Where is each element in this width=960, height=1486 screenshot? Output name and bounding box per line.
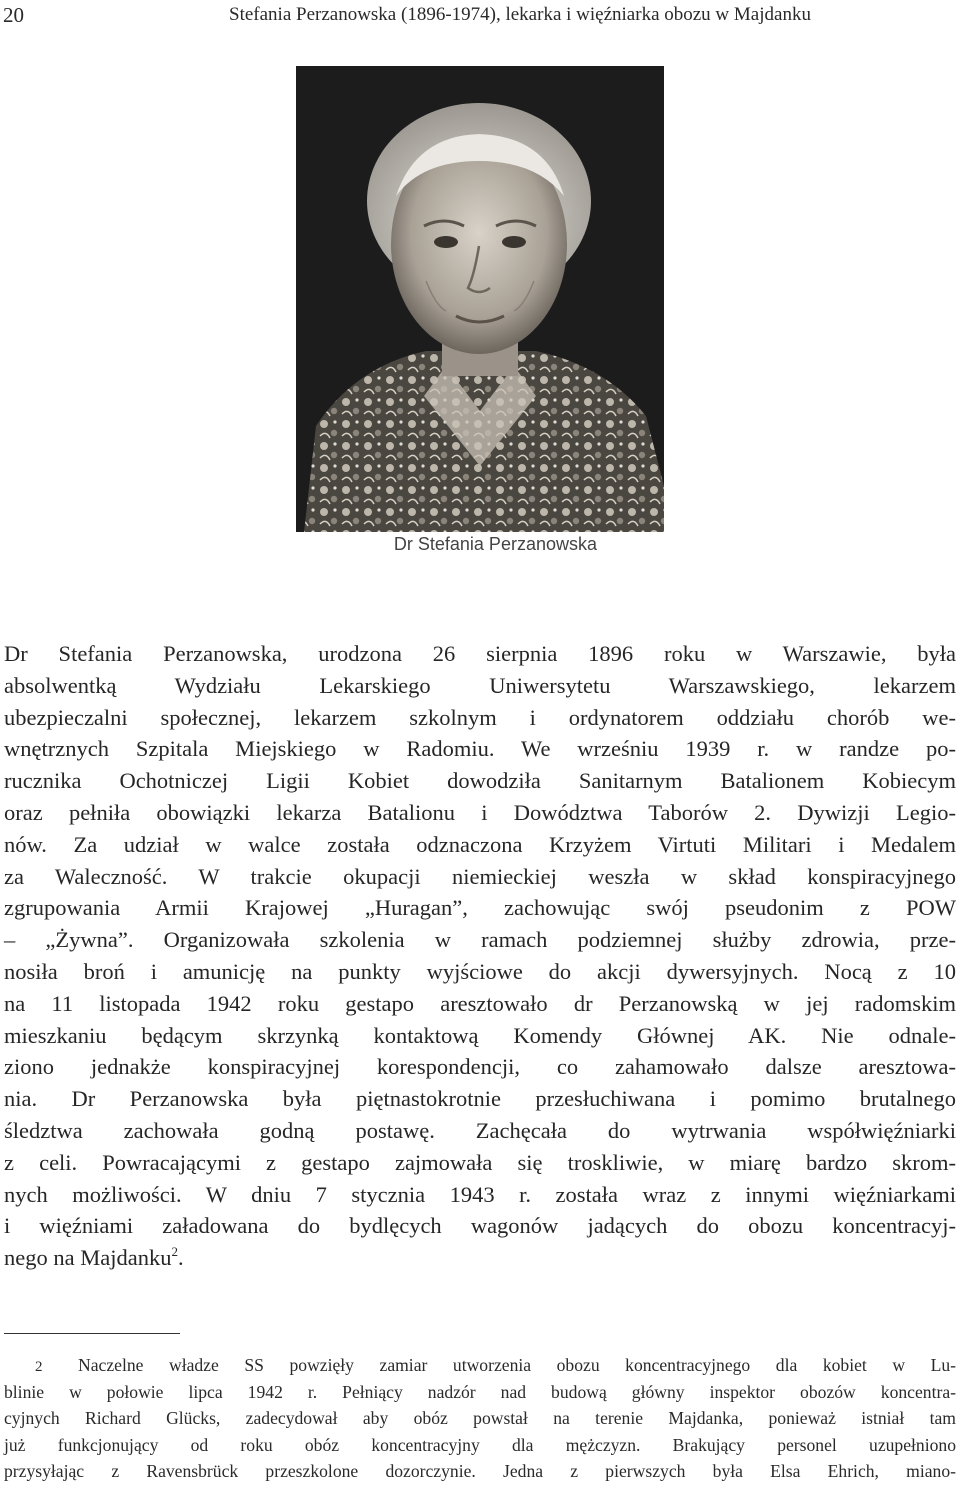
portrait-image [296, 66, 664, 532]
text-line: nosiła broń i amunicję na punkty wyjściowe do akcji dywersyjnych. Nocą z 10 [4, 958, 956, 984]
body-text [4, 638, 956, 1274]
text-line: śledztwa zachowała godną postawę. Zachęcała do wytrwania współwięźniarki [4, 1117, 956, 1143]
text-line: za Waleczność. W trakcie okupacji niemieckiej weszła w skład konspiracyjnego [4, 863, 956, 889]
footnote-divider [4, 1333, 180, 1334]
text-line: ziono jednakże konspiracyjnej korespondencji, co zahamowało dalsze aresztowa- [4, 1054, 956, 1080]
footnote-line: blinie w połowie lipca 1942 r. Pełniący nadzór nad budową główny inspektor obozów koncentra- [4, 1381, 956, 1402]
text-line: z celi. Powracającymi z gestapo zajmowała się troskliwie, w miarę bardzo skrom- [4, 1149, 956, 1175]
page-number: 20 [3, 3, 24, 27]
text-line: nych możliwości. W dniu 7 stycznia 1943 r. została wraz z innymi więźniarkami [4, 1181, 956, 1207]
text-line: i więźniami załadowana do bydlęcych wagonów jadących do obozu koncentracyj- [4, 1213, 956, 1239]
footnote-line [4, 1352, 956, 1379]
text-line: mieszkaniu będącym skrzynką kontaktową Komendy Głównej AK. Nie odnale- [4, 1022, 956, 1048]
portrait-photo [296, 66, 664, 532]
running-header [0, 2, 960, 32]
text-line-last [4, 1242, 956, 1274]
footnote-mark: 2 [35, 1359, 43, 1375]
running-title: Stefania Perzanowska (1896-1974), lekarka i więźniarka obozu w Majdanku [229, 4, 811, 25]
footnote-line: cyjnych Richard Glücks, zadecydował aby obóz powstał na terenie Majdanka, ponieważ istniał tam [4, 1408, 956, 1429]
text-line: rucznika Ochotniczej Ligii Kobiet dowodziła Sanitarnym Batalionem Kobiecym [4, 768, 956, 794]
footnote-reference[interactable]: 2 [171, 1244, 178, 1260]
text-line: ubezpieczalni społecznej, lekarzem szkolnym i ordynatorem oddziału chorób we- [4, 704, 956, 730]
last-line-end: . [177, 1245, 184, 1271]
footnotes [4, 1352, 956, 1485]
text-line: nia. Dr Perzanowska była piętnastokrotnie przesłuchiwana i pomimo brutalnego [4, 1086, 956, 1112]
footnote-first-line: Naczelne władze SS powzięły zamiar utworzenia obozu koncentracyjnego dla kobiet w Lu- [78, 1355, 956, 1375]
text-line: Dr Stefania Perzanowska, urodzona 26 sierpnia 1896 roku w Warszawie, była [4, 641, 956, 666]
text-line: – „Żywna”. Organizowała szkolenia w ramach podziemnej służby zdrowia, prze- [4, 927, 956, 953]
last-line-text: nego na Majdanku [4, 1245, 172, 1271]
text-line: nów. Za udział w walce została odznaczona Krzyżem Virtuti Militari i Medalem [4, 831, 956, 857]
footnote-line: już funkcjonujący od roku obóz koncentracyjny dla mężczyzn. Brakujący personel uzupełniono [4, 1434, 956, 1455]
text-line: absolwentką Wydziału Lekarskiego Uniwersytetu Warszawskiego, lekarzem [4, 672, 956, 698]
photo-caption: Dr Stefania Perzanowska [393, 534, 597, 554]
text-line: oraz pełniła obowiązki lekarza Batalionu i Dowództwa Taborów 2. Dywizji Legio- [4, 799, 956, 825]
text-line: zgrupowania Armii Krajowej „Huragan”, zachowując swój pseudonim z POW [4, 895, 956, 921]
text-line: wnętrznych Szpitala Miejskiego w Radomiu. We wrześniu 1939 r. w randze po- [4, 736, 956, 762]
text-line: na 11 listopada 1942 roku gestapo aresztowało dr Perzanowską w jej radomskim [4, 990, 956, 1016]
footnote-line: przysyłając z Ravensbrück przeszkolone dozorczynie. Jedna z pierwszych była Elsa Ehrich, miano- [4, 1461, 956, 1482]
